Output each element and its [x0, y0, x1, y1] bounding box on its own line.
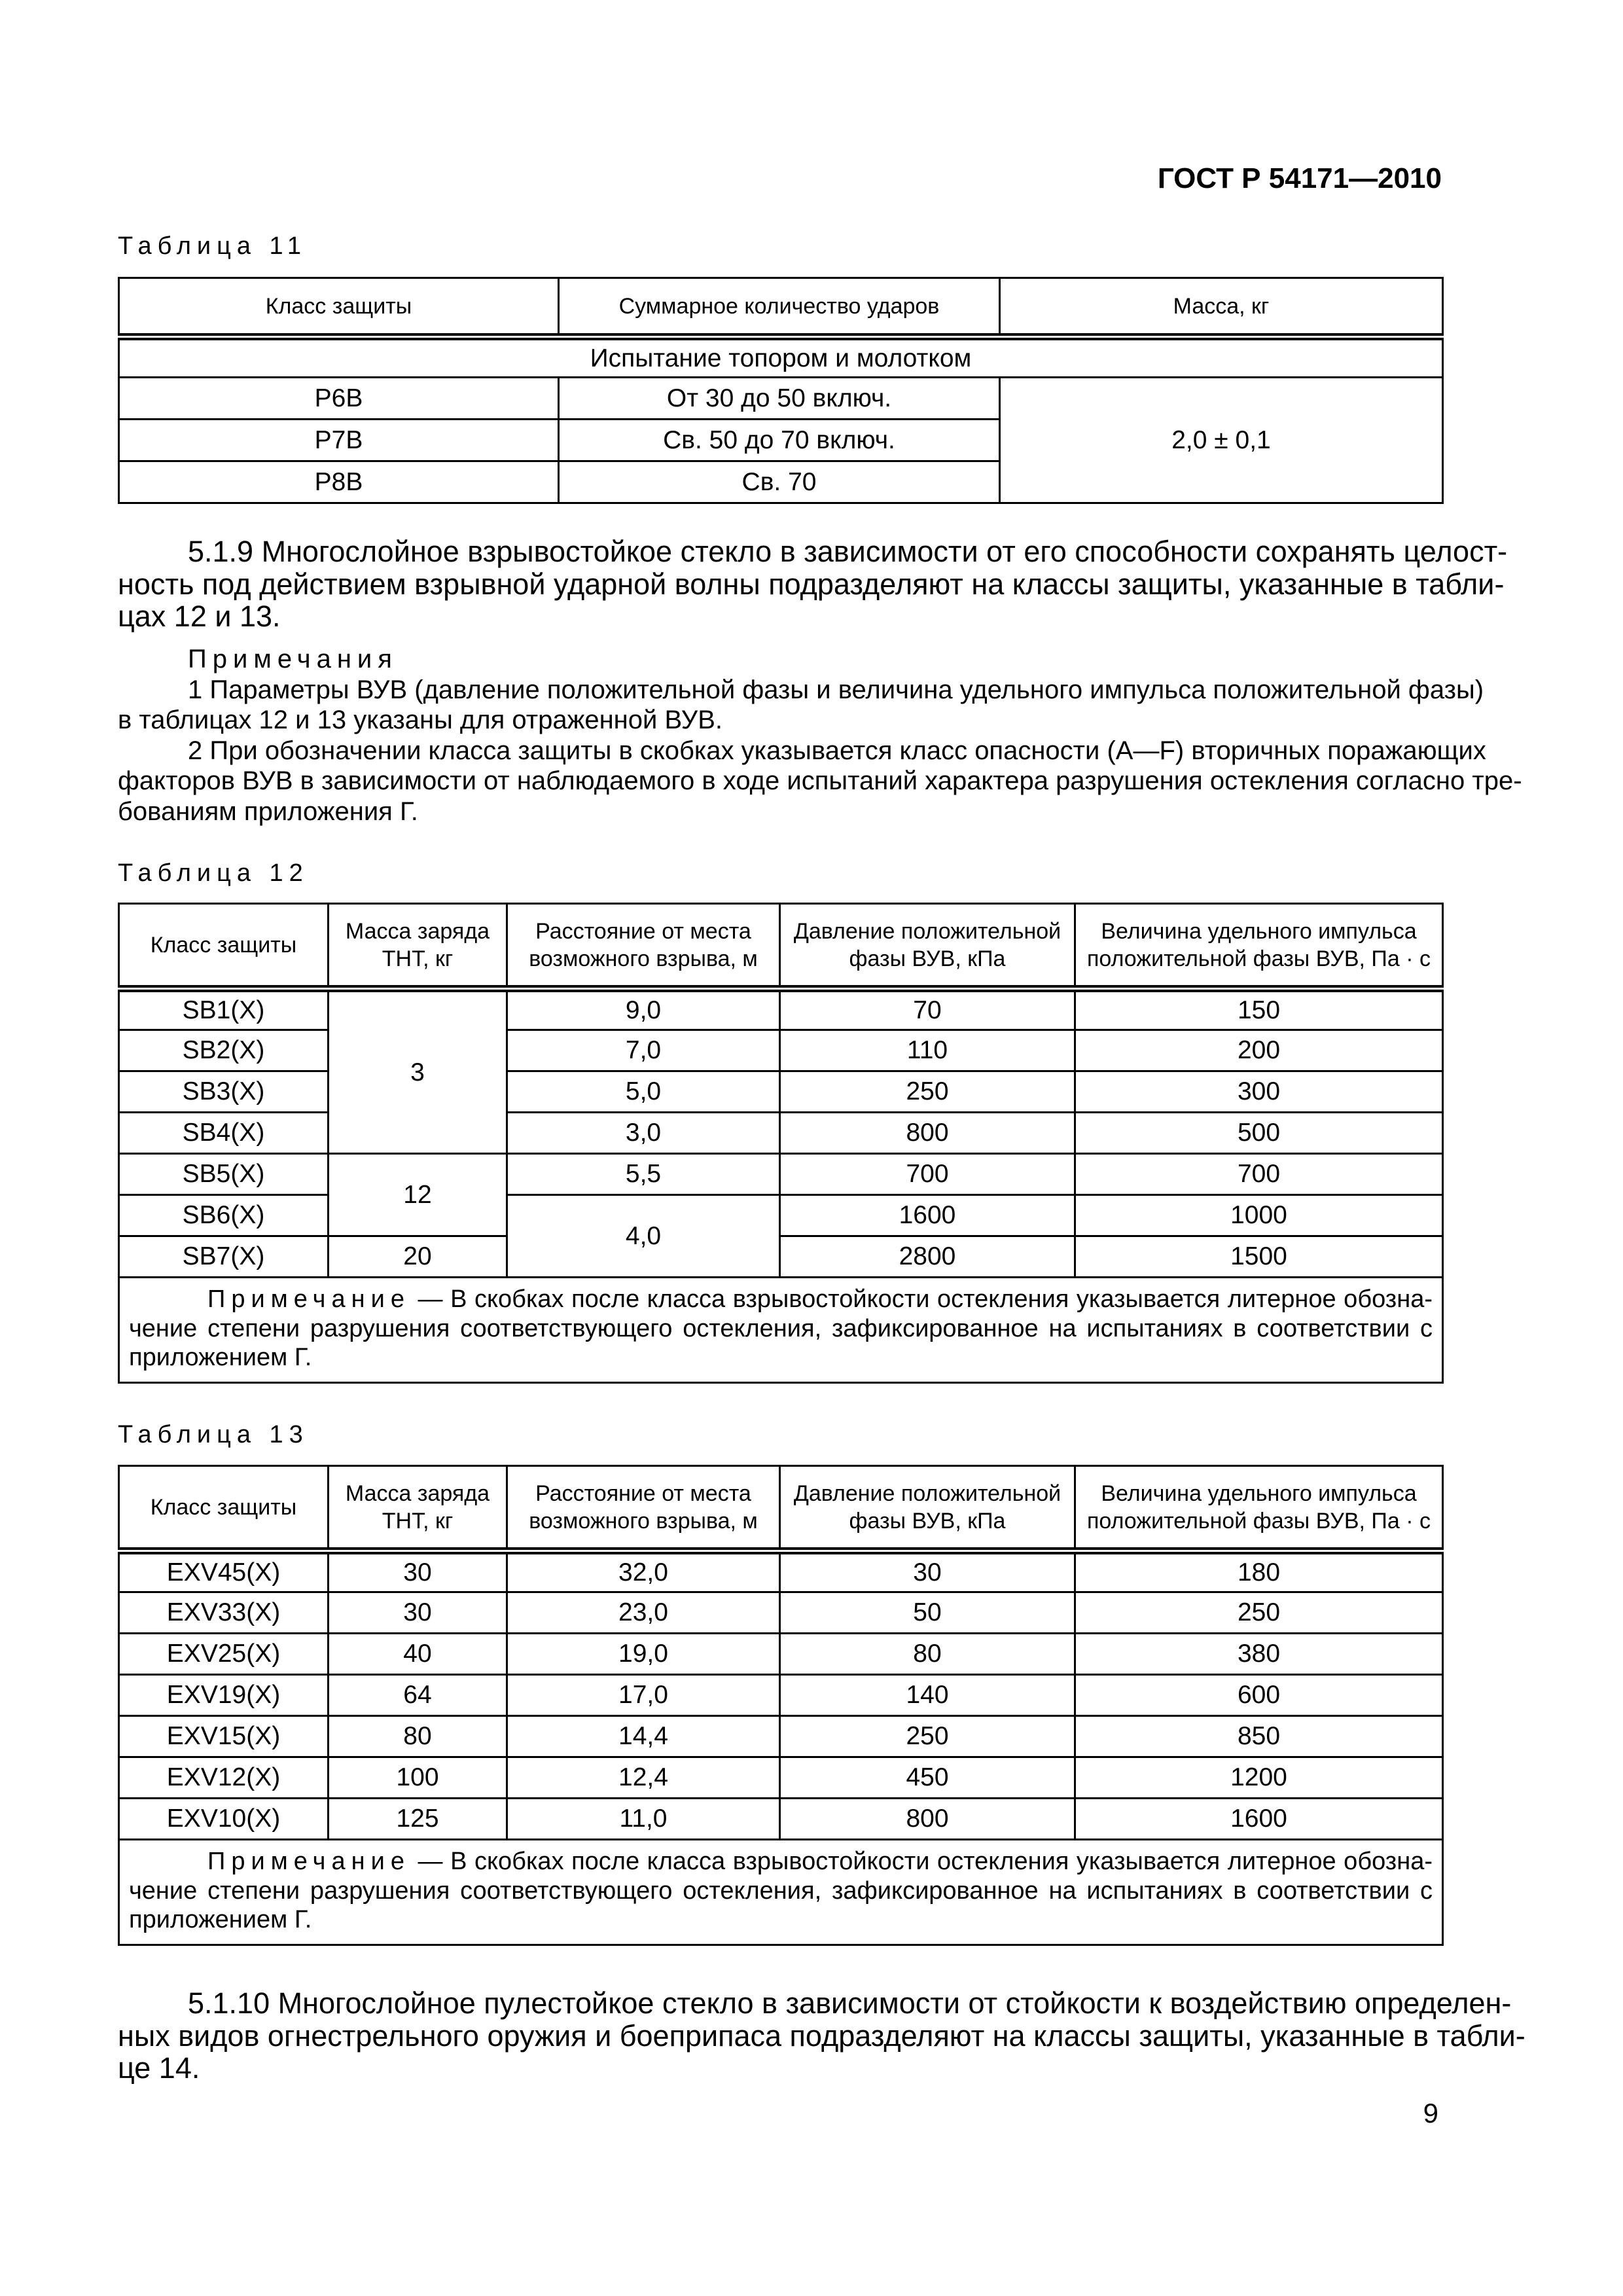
mass-cell: 12: [329, 1154, 507, 1236]
distance-cell: 3,0: [507, 1113, 780, 1154]
mass-cell: 30: [329, 1551, 507, 1592]
class-cell: EXV25(X): [119, 1634, 329, 1675]
mass-cell: 3: [329, 989, 507, 1154]
note-line: факторов ВУВ в зависимости от наблюдаемого в ходе испытаний характера разрушения остекления согласно тре-: [118, 766, 1522, 795]
class-cell: SB4(X): [119, 1113, 329, 1154]
class-cell: SB7(X): [119, 1236, 329, 1278]
note-line: приложением Г.: [129, 1344, 312, 1371]
class-cell: EXV45(X): [119, 1551, 329, 1592]
impulse-cell: 1000: [1075, 1195, 1443, 1236]
table-12: [118, 903, 1444, 1384]
distance-cell: 32,0: [507, 1551, 780, 1592]
impulse-cell: 150: [1075, 989, 1443, 1030]
impulse-cell: 700: [1075, 1154, 1443, 1195]
table-11-caption: Таблица 11: [118, 232, 307, 260]
note-line: в таблицах 12 и 13 указаны для отраженной ВУВ.: [118, 706, 723, 734]
impulse-cell: 250: [1075, 1592, 1443, 1634]
column-header: Величина удельного импульса положительной фазы ВУВ, Па · с: [1075, 904, 1443, 989]
table-11: [118, 277, 1444, 504]
mass-cell: 40: [329, 1634, 507, 1675]
notes-block: [118, 644, 1522, 827]
mass-cell: 30: [329, 1592, 507, 1634]
impulse-cell: 1500: [1075, 1236, 1443, 1278]
pressure-cell: 700: [780, 1154, 1075, 1195]
column-header: Масса, кг: [1000, 278, 1443, 337]
distance-cell: 14,4: [507, 1716, 780, 1757]
table-note: [119, 1840, 1443, 1945]
impulse-cell: 600: [1075, 1675, 1443, 1716]
class-cell: SB3(X): [119, 1071, 329, 1113]
note-label: Примечание: [207, 1285, 410, 1313]
note-line: 1 Параметры ВУВ (давление положительной фазы и величина удельного импульса положительной фазы): [188, 675, 1484, 704]
impulse-cell: 1200: [1075, 1757, 1443, 1799]
document-number: ГОСТ Р 54171—2010: [1157, 162, 1442, 194]
column-header: Давление положительной фазы ВУВ, кПа: [780, 904, 1075, 989]
column-header: Величина удельного импульса положительной фазы ВУВ, Па · с: [1075, 1466, 1443, 1551]
note-line: чение степени разрушения соответствующего остекления, зафиксированное на испытаниях в соответствии с: [129, 1876, 1433, 1905]
mass-cell: 20: [329, 1236, 507, 1278]
table-row: [119, 1551, 1443, 1592]
distance-cell: 4,0: [507, 1195, 780, 1278]
note-line: бованиям приложения Г.: [118, 797, 418, 826]
column-header: Расстояние от места возможного взрыва, м: [507, 904, 780, 989]
table-13: [118, 1465, 1444, 1946]
paragraph-line: 5.1.10 Многослойное пулестойкое стекло в зависимости от стойкости к воздействию определен-: [188, 1986, 1512, 2020]
paragraph-5-1-10: [118, 1986, 1525, 2085]
note-line: приложением Г.: [129, 1906, 312, 1933]
mass-cell: 80: [329, 1716, 507, 1757]
table-row: [119, 1195, 1443, 1236]
paragraph-line: 5.1.9 Многослойное взрывостойкое стекло в зависимости от его способности сохранять целост-: [188, 535, 1508, 568]
class-cell: EXV10(X): [119, 1799, 329, 1840]
distance-cell: 9,0: [507, 989, 780, 1030]
hits-cell: От 30 до 50 включ.: [559, 378, 1000, 420]
paragraph-line: ных видов огнестрельного оружия и боеприпаса подразделяют на классы защиты, указанные в табли-: [118, 2018, 1525, 2053]
impulse-cell: 1600: [1075, 1799, 1443, 1840]
table-row: [119, 1154, 1443, 1195]
paragraph-line: цах 12 и 13.: [118, 600, 281, 634]
hits-cell: Св. 50 до 70 включ.: [559, 420, 1000, 461]
note-line: чение степени разрушения соответствующего остекления, зафиксированное на испытаниях в соответствии с: [129, 1314, 1433, 1342]
pressure-cell: 70: [780, 989, 1075, 1030]
distance-cell: 5,5: [507, 1154, 780, 1195]
column-header: Класс защиты: [119, 1466, 329, 1551]
mass-cell: 100: [329, 1757, 507, 1799]
pressure-cell: 140: [780, 1675, 1075, 1716]
impulse-cell: 850: [1075, 1716, 1443, 1757]
class-cell: EXV15(X): [119, 1716, 329, 1757]
distance-cell: 19,0: [507, 1634, 780, 1675]
class-cell: P6B: [119, 378, 559, 420]
notes-title: Примечания: [188, 645, 398, 673]
class-cell: P8B: [119, 461, 559, 503]
impulse-cell: 180: [1075, 1551, 1443, 1592]
class-cell: SB5(X): [119, 1154, 329, 1195]
table-row: [119, 1030, 1443, 1071]
class-cell: EXV12(X): [119, 1757, 329, 1799]
table-row: [119, 1675, 1443, 1716]
pressure-cell: 250: [780, 1071, 1075, 1113]
column-header: Масса заряда ТНТ, кг: [329, 904, 507, 989]
distance-cell: 7,0: [507, 1030, 780, 1071]
column-header: Расстояние от места возможного взрыва, м: [507, 1466, 780, 1551]
paragraph-5-1-9: [118, 535, 1508, 634]
class-cell: SB1(X): [119, 989, 329, 1030]
pressure-cell: 250: [780, 1716, 1075, 1757]
paragraph-line: ность под действием взрывной ударной волны подразделяют на классы защиты, указанные в табли-: [118, 567, 1505, 601]
table-row: [119, 378, 1443, 420]
impulse-cell: 380: [1075, 1634, 1443, 1675]
table-row: [119, 1113, 1443, 1154]
pressure-cell: 2800: [780, 1236, 1075, 1278]
distance-cell: 5,0: [507, 1071, 780, 1113]
pressure-cell: 450: [780, 1757, 1075, 1799]
table-row: [119, 1799, 1443, 1840]
distance-cell: 12,4: [507, 1757, 780, 1799]
column-header: Суммарное количество ударов: [559, 278, 1000, 337]
table-row: [119, 989, 1443, 1030]
column-header: Класс защиты: [119, 904, 329, 989]
note-line: 2 При обозначении класса защиты в скобках указывается класс опасности (A—F) вторичных поражающих: [188, 736, 1486, 765]
column-header: Класс защиты: [119, 278, 559, 337]
class-cell: SB2(X): [119, 1030, 329, 1071]
distance-cell: 11,0: [507, 1799, 780, 1840]
column-header: Давление положительной фазы ВУВ, кПа: [780, 1466, 1075, 1551]
pressure-cell: 800: [780, 1799, 1075, 1840]
class-cell: SB6(X): [119, 1195, 329, 1236]
page-number: 9: [1423, 2098, 1438, 2128]
distance-cell: 17,0: [507, 1675, 780, 1716]
pressure-cell: 110: [780, 1030, 1075, 1071]
note-line: — В скобках после класса взрывостойкости остекления указывается литерное обозна-: [410, 1848, 1433, 1875]
pressure-cell: 1600: [780, 1195, 1075, 1236]
class-cell: EXV33(X): [119, 1592, 329, 1634]
table-row: [119, 1592, 1443, 1634]
class-cell: P7B: [119, 420, 559, 461]
pressure-cell: 80: [780, 1634, 1075, 1675]
mass-cell: 2,0 ± 0,1: [1000, 378, 1443, 503]
table-row: [119, 1634, 1443, 1675]
impulse-cell: 200: [1075, 1030, 1443, 1071]
paragraph-line: це 14.: [118, 2051, 200, 2085]
table-row: [119, 1236, 1443, 1278]
impulse-cell: 500: [1075, 1113, 1443, 1154]
hits-cell: Св. 70: [559, 461, 1000, 503]
table-row: [119, 1716, 1443, 1757]
pressure-cell: 30: [780, 1551, 1075, 1592]
table-row: [119, 1757, 1443, 1799]
mass-cell: 125: [329, 1799, 507, 1840]
impulse-cell: 300: [1075, 1071, 1443, 1113]
column-header: Масса заряда ТНТ, кг: [329, 1466, 507, 1551]
section-row: Испытание топором и молотком: [119, 337, 1443, 378]
mass-cell: 64: [329, 1675, 507, 1716]
table-note: [119, 1278, 1443, 1383]
table-13-caption: Таблица 13: [118, 1421, 309, 1448]
note-label: Примечание: [207, 1848, 410, 1875]
distance-cell: 23,0: [507, 1592, 780, 1634]
class-cell: EXV19(X): [119, 1675, 329, 1716]
note-line: — В скобках после класса взрывостойкости остекления указывается литерное обозна-: [410, 1285, 1433, 1313]
pressure-cell: 800: [780, 1113, 1075, 1154]
pressure-cell: 50: [780, 1592, 1075, 1634]
table-row: [119, 1071, 1443, 1113]
table-12-caption: Таблица 12: [118, 859, 309, 887]
